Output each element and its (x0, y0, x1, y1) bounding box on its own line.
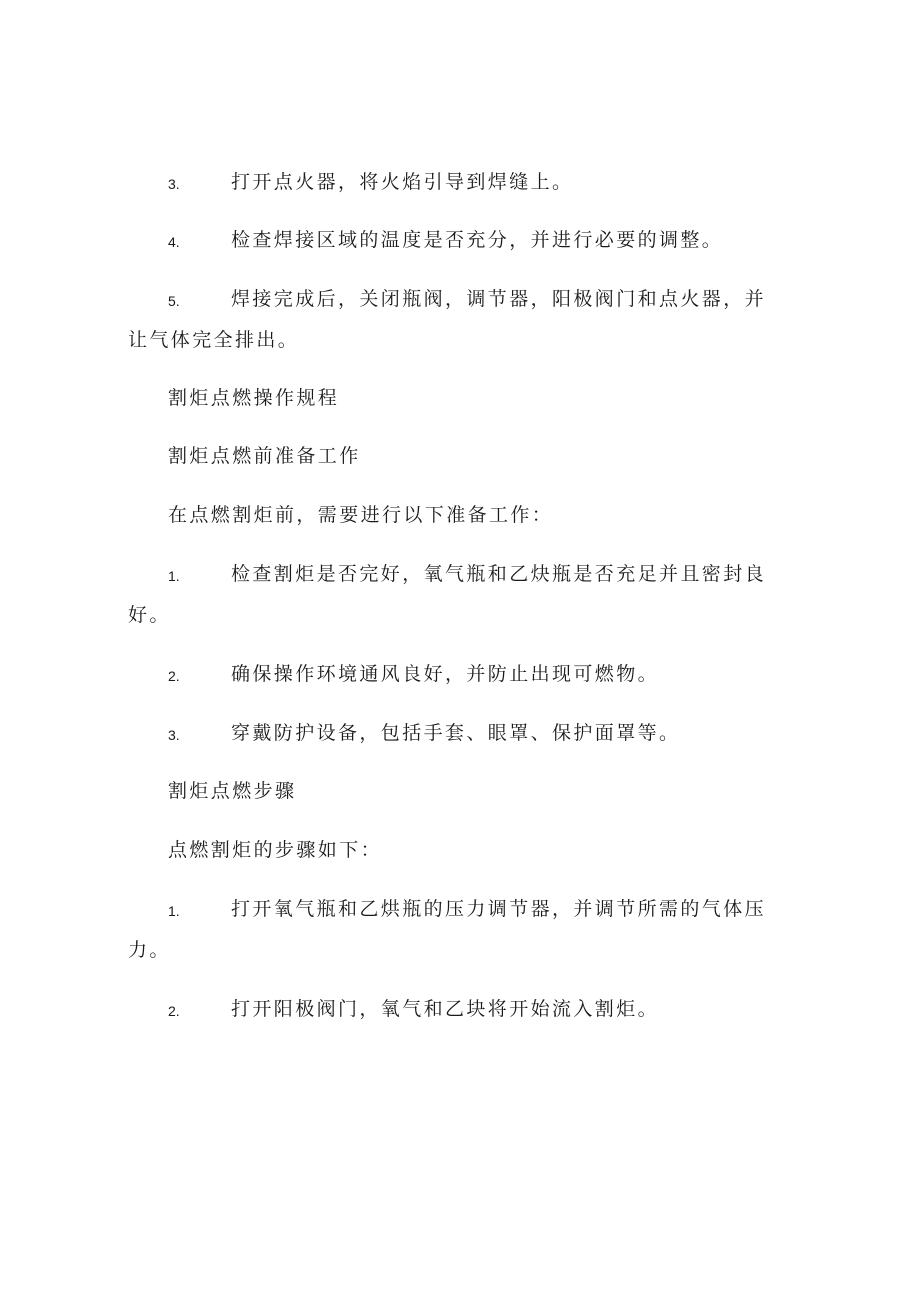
list-item-text: 打开氧气瓶和乙烘瓶的压力调节器，并调节所需的气体压 (231, 898, 767, 920)
section-heading: 割炬点燃前准备工作 (168, 445, 361, 467)
list-item-text: 穿戴防护设备，包括手套、眼罩、保护面罩等。 (231, 722, 681, 744)
list-item-text: 检查割炬是否完好，氧气瓶和乙炔瓶是否充足并且密封良 (231, 563, 767, 585)
paragraph: 点燃割炬的步骤如下： (168, 839, 383, 861)
list-item-text: 检查焊接区域的温度是否充分，并进行必要的调整。 (231, 229, 724, 251)
list-item-number: 2. (168, 668, 180, 684)
list-item-number: 5. (168, 293, 180, 309)
list-item-text: 确保操作环境通风良好，并防止出现可燃物。 (231, 663, 660, 685)
list-item-number: 3. (168, 176, 180, 192)
section-heading: 割炬点燃步骤 (168, 780, 297, 802)
list-item-text: 焊接完成后，关闭瓶阀，调节器，阳极阀门和点火器，并 (231, 288, 767, 310)
list-item-text-continuation: 让气体完全排出。 (128, 329, 300, 351)
list-item-number: 3. (168, 727, 180, 743)
list-item-number: 1. (168, 568, 180, 584)
list-item-text-continuation: 好。 (128, 604, 171, 626)
section-heading: 割炬点燃操作规程 (168, 387, 340, 409)
list-item-text: 打开阳极阀门，氧气和乙块将开始流入割炬。 (231, 998, 660, 1020)
list-item-text-continuation: 力。 (128, 939, 171, 961)
list-item-text: 打开点火器，将火焰引导到焊缝上。 (231, 171, 574, 193)
list-item-number: 1. (168, 903, 180, 919)
list-item-number: 2. (168, 1003, 180, 1019)
paragraph: 在点燃割炬前，需要进行以下准备工作： (168, 504, 554, 526)
list-item-number: 4. (168, 234, 180, 250)
